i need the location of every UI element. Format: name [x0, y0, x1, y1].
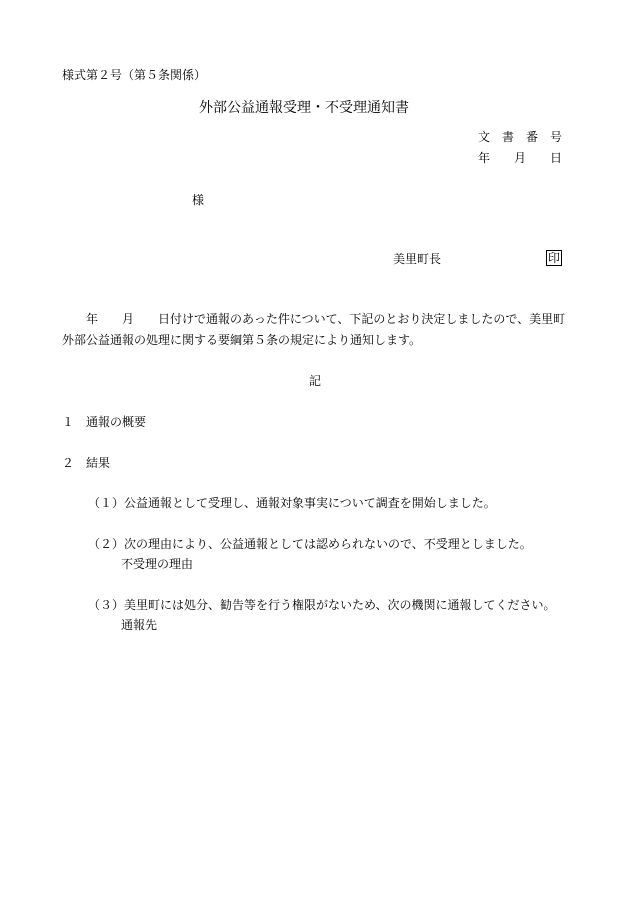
form-number: 様式第２号（第５条関係）: [62, 68, 207, 82]
seal-mark: [546, 250, 562, 266]
result-item-2-sub: 不受理の理由: [121, 557, 194, 571]
result-item-1: （１）公益通報として受理し、通報対象事実について調査を開始しました。: [88, 496, 496, 510]
ki-heading: 記: [309, 374, 322, 388]
seal-text: 印: [548, 251, 561, 265]
document-title: 外部公益通報受理・不受理通知書: [199, 100, 409, 116]
result-item-3: （３）美里町には処分、勧告等を行う権限がないため、次の機関に通報してください。: [88, 598, 556, 612]
issue-date: 年 月 日: [478, 151, 563, 165]
section-result: ２ 結果: [62, 456, 111, 470]
section-overview: １ 通報の概要: [62, 415, 147, 429]
sender-name: 美里町長: [393, 252, 442, 266]
addressee-suffix: 様: [192, 193, 205, 207]
result-item-3-sub: 通報先: [121, 618, 158, 632]
body-text-line-2: 外部公益通報の処理に関する要綱第５条の規定により通知します。: [62, 333, 422, 347]
result-item-2: （２）次の理由により、公益通報としては認められないので、不受理としました。: [88, 537, 532, 551]
document-number-label: 文 書 番 号: [478, 130, 563, 144]
body-text-line-1: 年 月 日付けで通報のあった件について、下記のとおり決定しましたので、美里町: [62, 312, 566, 326]
